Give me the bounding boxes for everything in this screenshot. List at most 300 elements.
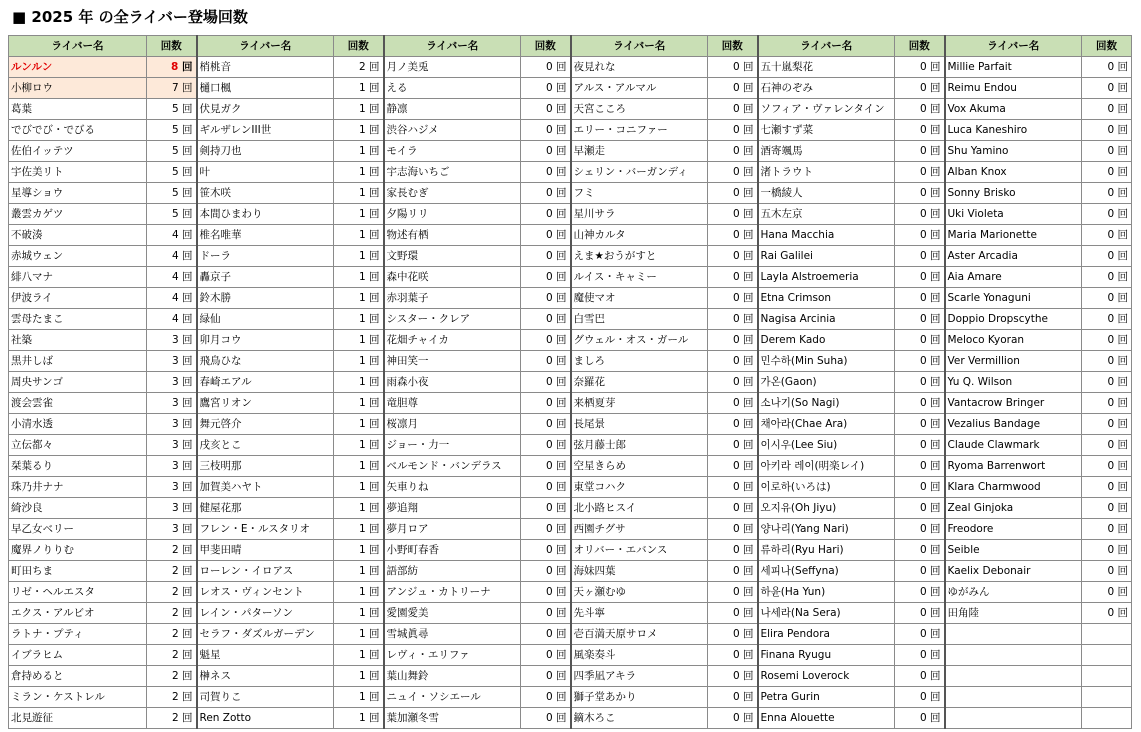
count-unit: 回 [369, 313, 380, 325]
count-cell [895, 582, 945, 603]
count-unit: 回 [743, 313, 754, 325]
count-value: 2 [171, 628, 179, 640]
liver-name-cell: Vezalius Bandage [945, 414, 1082, 435]
count-cell [147, 624, 197, 645]
count-unit: 回 [743, 628, 754, 640]
liver-name-cell: ギルザレンIII世 [197, 120, 334, 141]
count-value: 0 [1107, 502, 1115, 514]
liver-name-cell: ルンルン [9, 57, 147, 78]
count-value: 1 [358, 502, 366, 514]
table-row [9, 708, 1132, 729]
count-value: 8 [171, 61, 179, 73]
count-value: 0 [919, 334, 927, 346]
count-value: 5 [171, 103, 179, 115]
count-value: 0 [732, 628, 740, 640]
count-cell [521, 540, 571, 561]
count-cell [334, 582, 384, 603]
count-cell [1082, 204, 1132, 225]
table-row [9, 414, 1132, 435]
count-cell [895, 708, 945, 729]
count-cell [334, 435, 384, 456]
count-cell [895, 99, 945, 120]
count-cell [334, 183, 384, 204]
count-unit: 回 [369, 124, 380, 136]
count-value: 0 [545, 670, 553, 682]
count-unit: 回 [930, 502, 941, 514]
count-cell [1082, 666, 1132, 687]
liver-name-cell: 小野町春香 [384, 540, 521, 561]
count-unit: 回 [182, 355, 193, 367]
liver-name-cell: 宇佐美リト [9, 162, 147, 183]
count-unit: 回 [1117, 187, 1128, 199]
count-unit: 回 [369, 523, 380, 535]
liver-name-cell: 甲斐田晴 [197, 540, 334, 561]
count-value: 0 [1107, 187, 1115, 199]
liver-name-cell: 早瀬走 [571, 141, 708, 162]
count-unit: 回 [556, 565, 567, 577]
count-value: 5 [171, 208, 179, 220]
count-value: 0 [545, 271, 553, 283]
count-cell [708, 645, 758, 666]
count-unit: 回 [743, 691, 754, 703]
count-value: 0 [919, 250, 927, 262]
liver-name-cell: 神田笑一 [384, 351, 521, 372]
liver-name-cell: 静凛 [384, 99, 521, 120]
count-unit: 回 [556, 166, 567, 178]
count-value: 0 [732, 397, 740, 409]
count-unit: 回 [1117, 481, 1128, 493]
liver-name-cell: 長尾景 [571, 414, 708, 435]
count-cell [334, 603, 384, 624]
table-row [9, 456, 1132, 477]
count-unit: 回 [930, 334, 941, 346]
count-value: 0 [732, 439, 740, 451]
count-cell [334, 687, 384, 708]
count-value: 1 [358, 250, 366, 262]
liver-name-cell: 夜見れな [571, 57, 708, 78]
count-cell [708, 330, 758, 351]
count-cell [708, 78, 758, 99]
count-cell [1082, 330, 1132, 351]
count-cell [334, 498, 384, 519]
count-unit: 回 [1117, 208, 1128, 220]
count-unit: 回 [1117, 313, 1128, 325]
liver-name-cell: 하윤(Ha Yun) [758, 582, 895, 603]
table-row [9, 246, 1132, 267]
count-cell [521, 603, 571, 624]
count-cell [895, 540, 945, 561]
liver-name-cell: Rosemi Loverock [758, 666, 895, 687]
count-value: 1 [358, 187, 366, 199]
count-cell [708, 666, 758, 687]
count-value: 0 [1107, 418, 1115, 430]
count-unit: 回 [182, 439, 193, 451]
table-row [9, 372, 1132, 393]
count-cell [708, 162, 758, 183]
count-value: 0 [545, 502, 553, 514]
liver-name-cell: Freodore [945, 519, 1082, 540]
count-cell [1082, 540, 1132, 561]
liver-name-cell: 小清水透 [9, 414, 147, 435]
count-cell [334, 141, 384, 162]
liver-name-cell: 五十嵐梨花 [758, 57, 895, 78]
count-value: 4 [171, 271, 179, 283]
count-unit: 回 [743, 439, 754, 451]
count-unit: 回 [556, 502, 567, 514]
count-unit: 回 [369, 586, 380, 598]
liver-name-cell: 語部紡 [384, 561, 521, 582]
table-row [9, 603, 1132, 624]
count-cell [895, 183, 945, 204]
count-value: 0 [545, 103, 553, 115]
liver-name-cell: シスター・クレア [384, 309, 521, 330]
liver-name-cell: アンジュ・カトリーナ [384, 582, 521, 603]
count-unit: 回 [930, 544, 941, 556]
count-value: 0 [919, 229, 927, 241]
count-cell [334, 708, 384, 729]
count-value: 0 [1107, 82, 1115, 94]
count-unit: 回 [743, 418, 754, 430]
header-liver-name: ライバー名 [197, 36, 334, 57]
count-cell [895, 603, 945, 624]
count-value: 0 [732, 712, 740, 724]
count-value: 1 [358, 565, 366, 577]
liver-name-cell: 司賀りこ [197, 687, 334, 708]
liver-name-cell: 叢雲カゲツ [9, 204, 147, 225]
liver-name-cell: 渡会雲雀 [9, 393, 147, 414]
count-cell [521, 708, 571, 729]
count-cell [1082, 78, 1132, 99]
count-unit: 回 [930, 271, 941, 283]
count-value: 1 [358, 460, 366, 472]
liver-name-cell: 本間ひまわり [197, 204, 334, 225]
count-unit: 回 [930, 397, 941, 409]
liver-name-cell: Enna Alouette [758, 708, 895, 729]
count-unit: 回 [930, 145, 941, 157]
table-row [9, 666, 1132, 687]
count-unit: 回 [369, 691, 380, 703]
liver-name-cell: 雲母たまこ [9, 309, 147, 330]
table-row [9, 498, 1132, 519]
header-count: 回数 [1082, 36, 1132, 57]
count-unit: 回 [369, 82, 380, 94]
count-value: 1 [358, 103, 366, 115]
liver-name-cell: ルイス・キャミー [571, 267, 708, 288]
count-value: 0 [919, 670, 927, 682]
count-cell [521, 477, 571, 498]
count-value: 0 [1107, 607, 1115, 619]
count-cell [334, 351, 384, 372]
table-row [9, 288, 1132, 309]
liver-name-cell: 愛園愛美 [384, 603, 521, 624]
count-unit: 回 [556, 334, 567, 346]
liver-name-cell: 弦月藤士郎 [571, 435, 708, 456]
count-unit: 回 [1117, 334, 1128, 346]
count-cell [1082, 267, 1132, 288]
count-unit: 回 [743, 166, 754, 178]
liver-name-cell: 矢車りね [384, 477, 521, 498]
count-unit: 回 [556, 103, 567, 115]
liver-name-cell: Yu Q. Wilson [945, 372, 1082, 393]
count-cell [1082, 561, 1132, 582]
count-value: 0 [919, 544, 927, 556]
count-unit: 回 [369, 439, 380, 451]
liver-name-cell: 佐伯イッテツ [9, 141, 147, 162]
count-unit: 回 [930, 250, 941, 262]
count-unit: 回 [1117, 607, 1128, 619]
count-cell [895, 309, 945, 330]
liver-name-cell: 가온(Gaon) [758, 372, 895, 393]
count-unit: 回 [930, 607, 941, 619]
count-unit: 回 [182, 271, 193, 283]
count-value: 0 [732, 670, 740, 682]
count-value: 0 [919, 481, 927, 493]
count-unit: 回 [743, 355, 754, 367]
count-cell [895, 141, 945, 162]
count-cell [895, 78, 945, 99]
count-cell [147, 120, 197, 141]
count-unit: 回 [556, 355, 567, 367]
count-unit: 回 [556, 208, 567, 220]
liver-name-cell: Millie Parfait [945, 57, 1082, 78]
liver-name-cell: 花畑チャイカ [384, 330, 521, 351]
count-cell [521, 519, 571, 540]
count-cell [895, 372, 945, 393]
count-unit: 回 [369, 166, 380, 178]
count-cell [1082, 708, 1132, 729]
liver-name-cell: シェリン・バーガンディ [571, 162, 708, 183]
count-unit: 回 [1117, 145, 1128, 157]
count-value: 1 [358, 397, 366, 409]
count-value: 1 [358, 649, 366, 661]
liver-name-cell: Derem Kado [758, 330, 895, 351]
liver-name-cell: 雨森小夜 [384, 372, 521, 393]
count-unit: 回 [743, 397, 754, 409]
liver-name-cell: ローレン・イロアス [197, 561, 334, 582]
liver-name-cell: 先斗寧 [571, 603, 708, 624]
table-row [9, 540, 1132, 561]
liver-name-cell: 민수하(Min Suha) [758, 351, 895, 372]
count-unit: 回 [182, 61, 193, 73]
count-unit: 回 [743, 292, 754, 304]
count-cell [147, 666, 197, 687]
liver-name-cell: 来栖夏芽 [571, 393, 708, 414]
count-value: 0 [545, 292, 553, 304]
count-value: 1 [358, 82, 366, 94]
count-cell [334, 78, 384, 99]
count-cell [147, 78, 197, 99]
count-cell [334, 225, 384, 246]
count-unit: 回 [369, 61, 380, 73]
liver-name-cell: Ryoma Barrenwort [945, 456, 1082, 477]
count-value: 0 [919, 691, 927, 703]
count-value: 0 [732, 250, 740, 262]
count-unit: 回 [556, 397, 567, 409]
count-value: 0 [732, 355, 740, 367]
count-value: 0 [732, 187, 740, 199]
count-cell [708, 267, 758, 288]
count-value: 0 [732, 145, 740, 157]
header-count: 回数 [708, 36, 758, 57]
count-unit: 回 [930, 166, 941, 178]
count-unit: 回 [556, 628, 567, 640]
count-unit: 回 [369, 649, 380, 661]
count-value: 0 [1107, 208, 1115, 220]
liver-name-cell: 叶 [197, 162, 334, 183]
count-cell [1082, 309, 1132, 330]
liver-name-cell: 葛葉 [9, 99, 147, 120]
count-cell [147, 183, 197, 204]
count-cell [1082, 246, 1132, 267]
liver-name-cell: Etna Crimson [758, 288, 895, 309]
liver-name-cell: 一橋綾人 [758, 183, 895, 204]
count-value: 0 [1107, 397, 1115, 409]
count-value: 0 [545, 649, 553, 661]
count-unit: 回 [369, 271, 380, 283]
count-unit: 回 [556, 82, 567, 94]
count-cell [147, 414, 197, 435]
liver-name-cell: ゆがみん [945, 582, 1082, 603]
count-unit: 回 [930, 670, 941, 682]
count-value: 1 [358, 523, 366, 535]
count-unit: 回 [743, 481, 754, 493]
liver-name-cell: ベルモンド・バンデラス [384, 456, 521, 477]
liver-name-cell: グウェル・オス・ガール [571, 330, 708, 351]
count-value: 0 [732, 208, 740, 220]
count-unit: 回 [369, 103, 380, 115]
liver-name-cell: 石神のぞみ [758, 78, 895, 99]
count-value: 3 [171, 481, 179, 493]
count-cell [334, 645, 384, 666]
count-cell [147, 351, 197, 372]
count-unit: 回 [743, 124, 754, 136]
count-unit: 回 [930, 229, 941, 241]
table-row [9, 309, 1132, 330]
header-liver-name: ライバー名 [571, 36, 708, 57]
count-unit: 回 [182, 208, 193, 220]
count-unit: 回 [369, 145, 380, 157]
count-cell [334, 330, 384, 351]
count-unit: 回 [930, 292, 941, 304]
count-value: 0 [1107, 376, 1115, 388]
count-value: 0 [732, 334, 740, 346]
count-cell [895, 435, 945, 456]
count-value: 0 [732, 166, 740, 178]
count-cell [334, 477, 384, 498]
liver-name-cell: 나세라(Na Sera) [758, 603, 895, 624]
liver-name-cell: Klara Charmwood [945, 477, 1082, 498]
count-unit: 回 [743, 376, 754, 388]
count-unit: 回 [1117, 250, 1128, 262]
liver-name-cell: 鈴木勝 [197, 288, 334, 309]
count-unit: 回 [182, 481, 193, 493]
count-cell [1082, 393, 1132, 414]
count-unit: 回 [743, 61, 754, 73]
count-unit: 回 [743, 271, 754, 283]
liver-name-cell: 空星きらめ [571, 456, 708, 477]
count-unit: 回 [182, 145, 193, 157]
count-cell [521, 561, 571, 582]
liver-name-cell: 緑仙 [197, 309, 334, 330]
liver-name-cell: Kaelix Debonair [945, 561, 1082, 582]
count-cell [334, 267, 384, 288]
count-unit: 回 [556, 61, 567, 73]
liver-name-cell: Maria Marionette [945, 225, 1082, 246]
count-cell [895, 246, 945, 267]
count-unit: 回 [556, 670, 567, 682]
count-cell [1082, 99, 1132, 120]
liver-name-cell: 東堂コハク [571, 477, 708, 498]
count-cell [1082, 372, 1132, 393]
count-unit: 回 [556, 376, 567, 388]
count-unit: 回 [369, 565, 380, 577]
count-unit: 回 [1117, 418, 1128, 430]
liver-name-cell: イブラヒム [9, 645, 147, 666]
liver-name-cell: 양나리(Yang Nari) [758, 519, 895, 540]
count-value: 3 [171, 502, 179, 514]
count-value: 1 [358, 607, 366, 619]
count-value: 4 [171, 313, 179, 325]
liver-name-cell: Vox Akuma [945, 99, 1082, 120]
liver-name-cell: 剣持刀也 [197, 141, 334, 162]
count-unit: 回 [930, 103, 941, 115]
count-value: 0 [1107, 292, 1115, 304]
count-cell [708, 477, 758, 498]
count-cell [895, 351, 945, 372]
count-value: 0 [732, 649, 740, 661]
count-unit: 回 [1117, 103, 1128, 115]
count-unit: 回 [556, 271, 567, 283]
liver-name-cell: Seible [945, 540, 1082, 561]
count-cell [1082, 477, 1132, 498]
count-cell [147, 561, 197, 582]
count-cell [895, 561, 945, 582]
count-unit: 回 [1117, 124, 1128, 136]
count-cell [1082, 288, 1132, 309]
count-unit: 回 [930, 691, 941, 703]
count-value: 0 [732, 523, 740, 535]
count-unit: 回 [743, 712, 754, 724]
table-row [9, 393, 1132, 414]
count-unit: 回 [182, 103, 193, 115]
count-unit: 回 [369, 376, 380, 388]
count-value: 0 [919, 103, 927, 115]
liver-name-cell [945, 666, 1082, 687]
liver-name-cell: でびでび・でびる [9, 120, 147, 141]
count-value: 1 [358, 334, 366, 346]
liver-name-cell [945, 624, 1082, 645]
liver-name-cell: 卯月コウ [197, 330, 334, 351]
count-unit: 回 [930, 460, 941, 472]
count-value: 0 [545, 523, 553, 535]
count-cell [895, 204, 945, 225]
count-value: 0 [1107, 565, 1115, 577]
count-cell [147, 456, 197, 477]
count-unit: 回 [369, 334, 380, 346]
count-cell [147, 477, 197, 498]
count-value: 0 [732, 313, 740, 325]
count-unit: 回 [1117, 565, 1128, 577]
count-cell [521, 666, 571, 687]
count-cell [1082, 120, 1132, 141]
liver-name-cell: 社築 [9, 330, 147, 351]
count-unit: 回 [930, 418, 941, 430]
count-cell [334, 456, 384, 477]
liver-name-cell: 채아라(Chae Ara) [758, 414, 895, 435]
count-cell [1082, 603, 1132, 624]
count-cell [895, 225, 945, 246]
count-value: 0 [919, 397, 927, 409]
